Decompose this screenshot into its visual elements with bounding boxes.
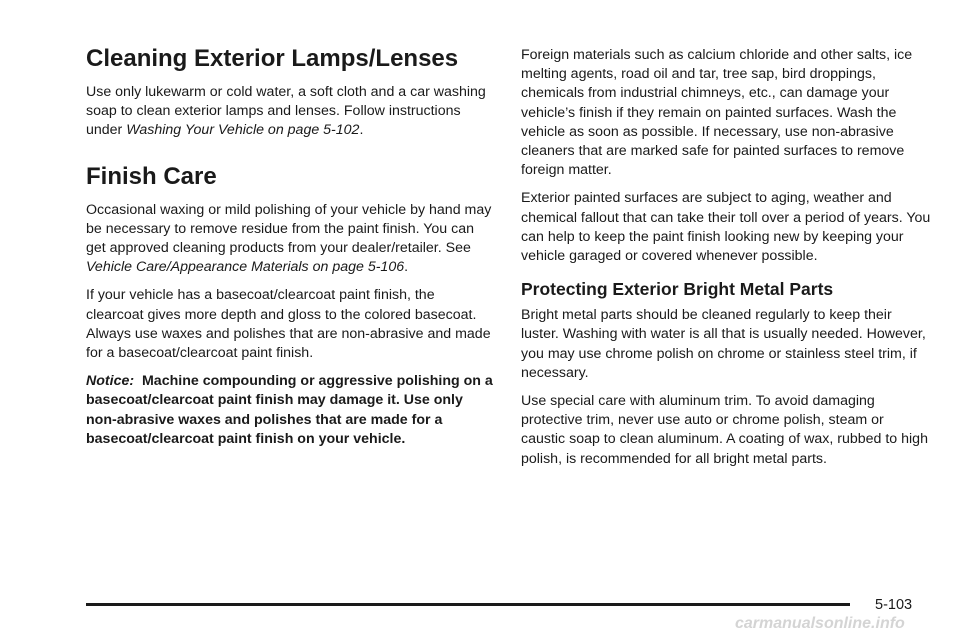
footer-rule — [86, 603, 850, 606]
notice-label: Notice: — [86, 373, 135, 390]
painted-surfaces-paragraph: Exterior painted surfaces are subject to aging, weather and chemical fallout that can take their toll over a period of years. You can help to keep the paint finish looking new by keeping your vehicle garaged or covered whenever possible. — [521, 190, 931, 265]
watermark: carmanualsonline.info — [735, 615, 905, 632]
bright-metal-paragraph-2: Use special care with aluminum trim. To avoid damaging protective trim, never use auto or chrome polish, steam or caustic soap to clean aluminum. A coating of wax, rubbed to high polish, is recommended for all bright metal parts. — [521, 393, 928, 467]
heading-protecting-bright-metal: Protecting Exterior Bright Metal Parts — [521, 279, 834, 300]
right-column — [521, 46, 931, 469]
finish-paragraph-1-end: . — [404, 259, 409, 276]
finish-paragraph-2: If your vehicle has a basecoat/clearcoat paint finish, the clearcoat gives more depth and gloss to the colored basecoat. Always use waxes and polishes that are non-abrasive and made for a basecoat/clearcoat paint finish. — [86, 287, 491, 362]
lamps-cross-reference: Washing Your Vehicle on page 5-102 — [126, 122, 360, 139]
heading-cleaning-exterior-lamps: Cleaning Exterior Lamps/Lenses — [86, 45, 459, 72]
lamps-paragraph — [86, 83, 496, 141]
notice-text: Machine compounding or aggressive polishing on a basecoat/clearcoat paint finish may damage it. Use only non-abrasive waxes and polishes that are made for a basecoat/clearcoat paint finish on your vehicle. — [86, 373, 493, 447]
page-number: 5-103 — [875, 597, 913, 613]
bright-metal-paragraph-1: Bright metal parts should be cleaned regularly to keep their luster. Washing with water is all that is usually needed. However, you may use chrome polish on chrome or stainless steel trim, if necessary. — [521, 307, 926, 381]
left-column — [86, 44, 496, 449]
finish-paragraph-1 — [86, 201, 496, 278]
heading-finish-care: Finish Care — [86, 162, 217, 190]
lamps-paragraph-end: . — [359, 122, 364, 139]
finish-cross-reference: Vehicle Care/Appearance Materials on page 5-106 — [86, 259, 405, 276]
foreign-materials-paragraph: Foreign materials such as calcium chloride and other salts, ice melting agents, road oil and tar, tree sap, bird droppings, chemicals from industrial chimneys, etc., can damage your vehicle’s finish if they remain on painted surfaces. Wash the vehicle as soon as possible. If necessary, use non-abrasive cleaners that are marked safe for painted surfaces to remove foreign matter. — [521, 47, 913, 179]
lamps-paragraph-text: Use only lukewarm or cold water, a soft cloth and a car washing soap to clean exterior lamps and lenses. Follow instructions under — [86, 84, 486, 139]
notice-paragraph — [86, 372, 496, 449]
finish-paragraph-1-text: Occasional waxing or mild polishing of your vehicle by hand may be necessary to remove residue from the paint finish. You can get approved cleaning products from your dealer/retailer. See — [86, 201, 492, 257]
